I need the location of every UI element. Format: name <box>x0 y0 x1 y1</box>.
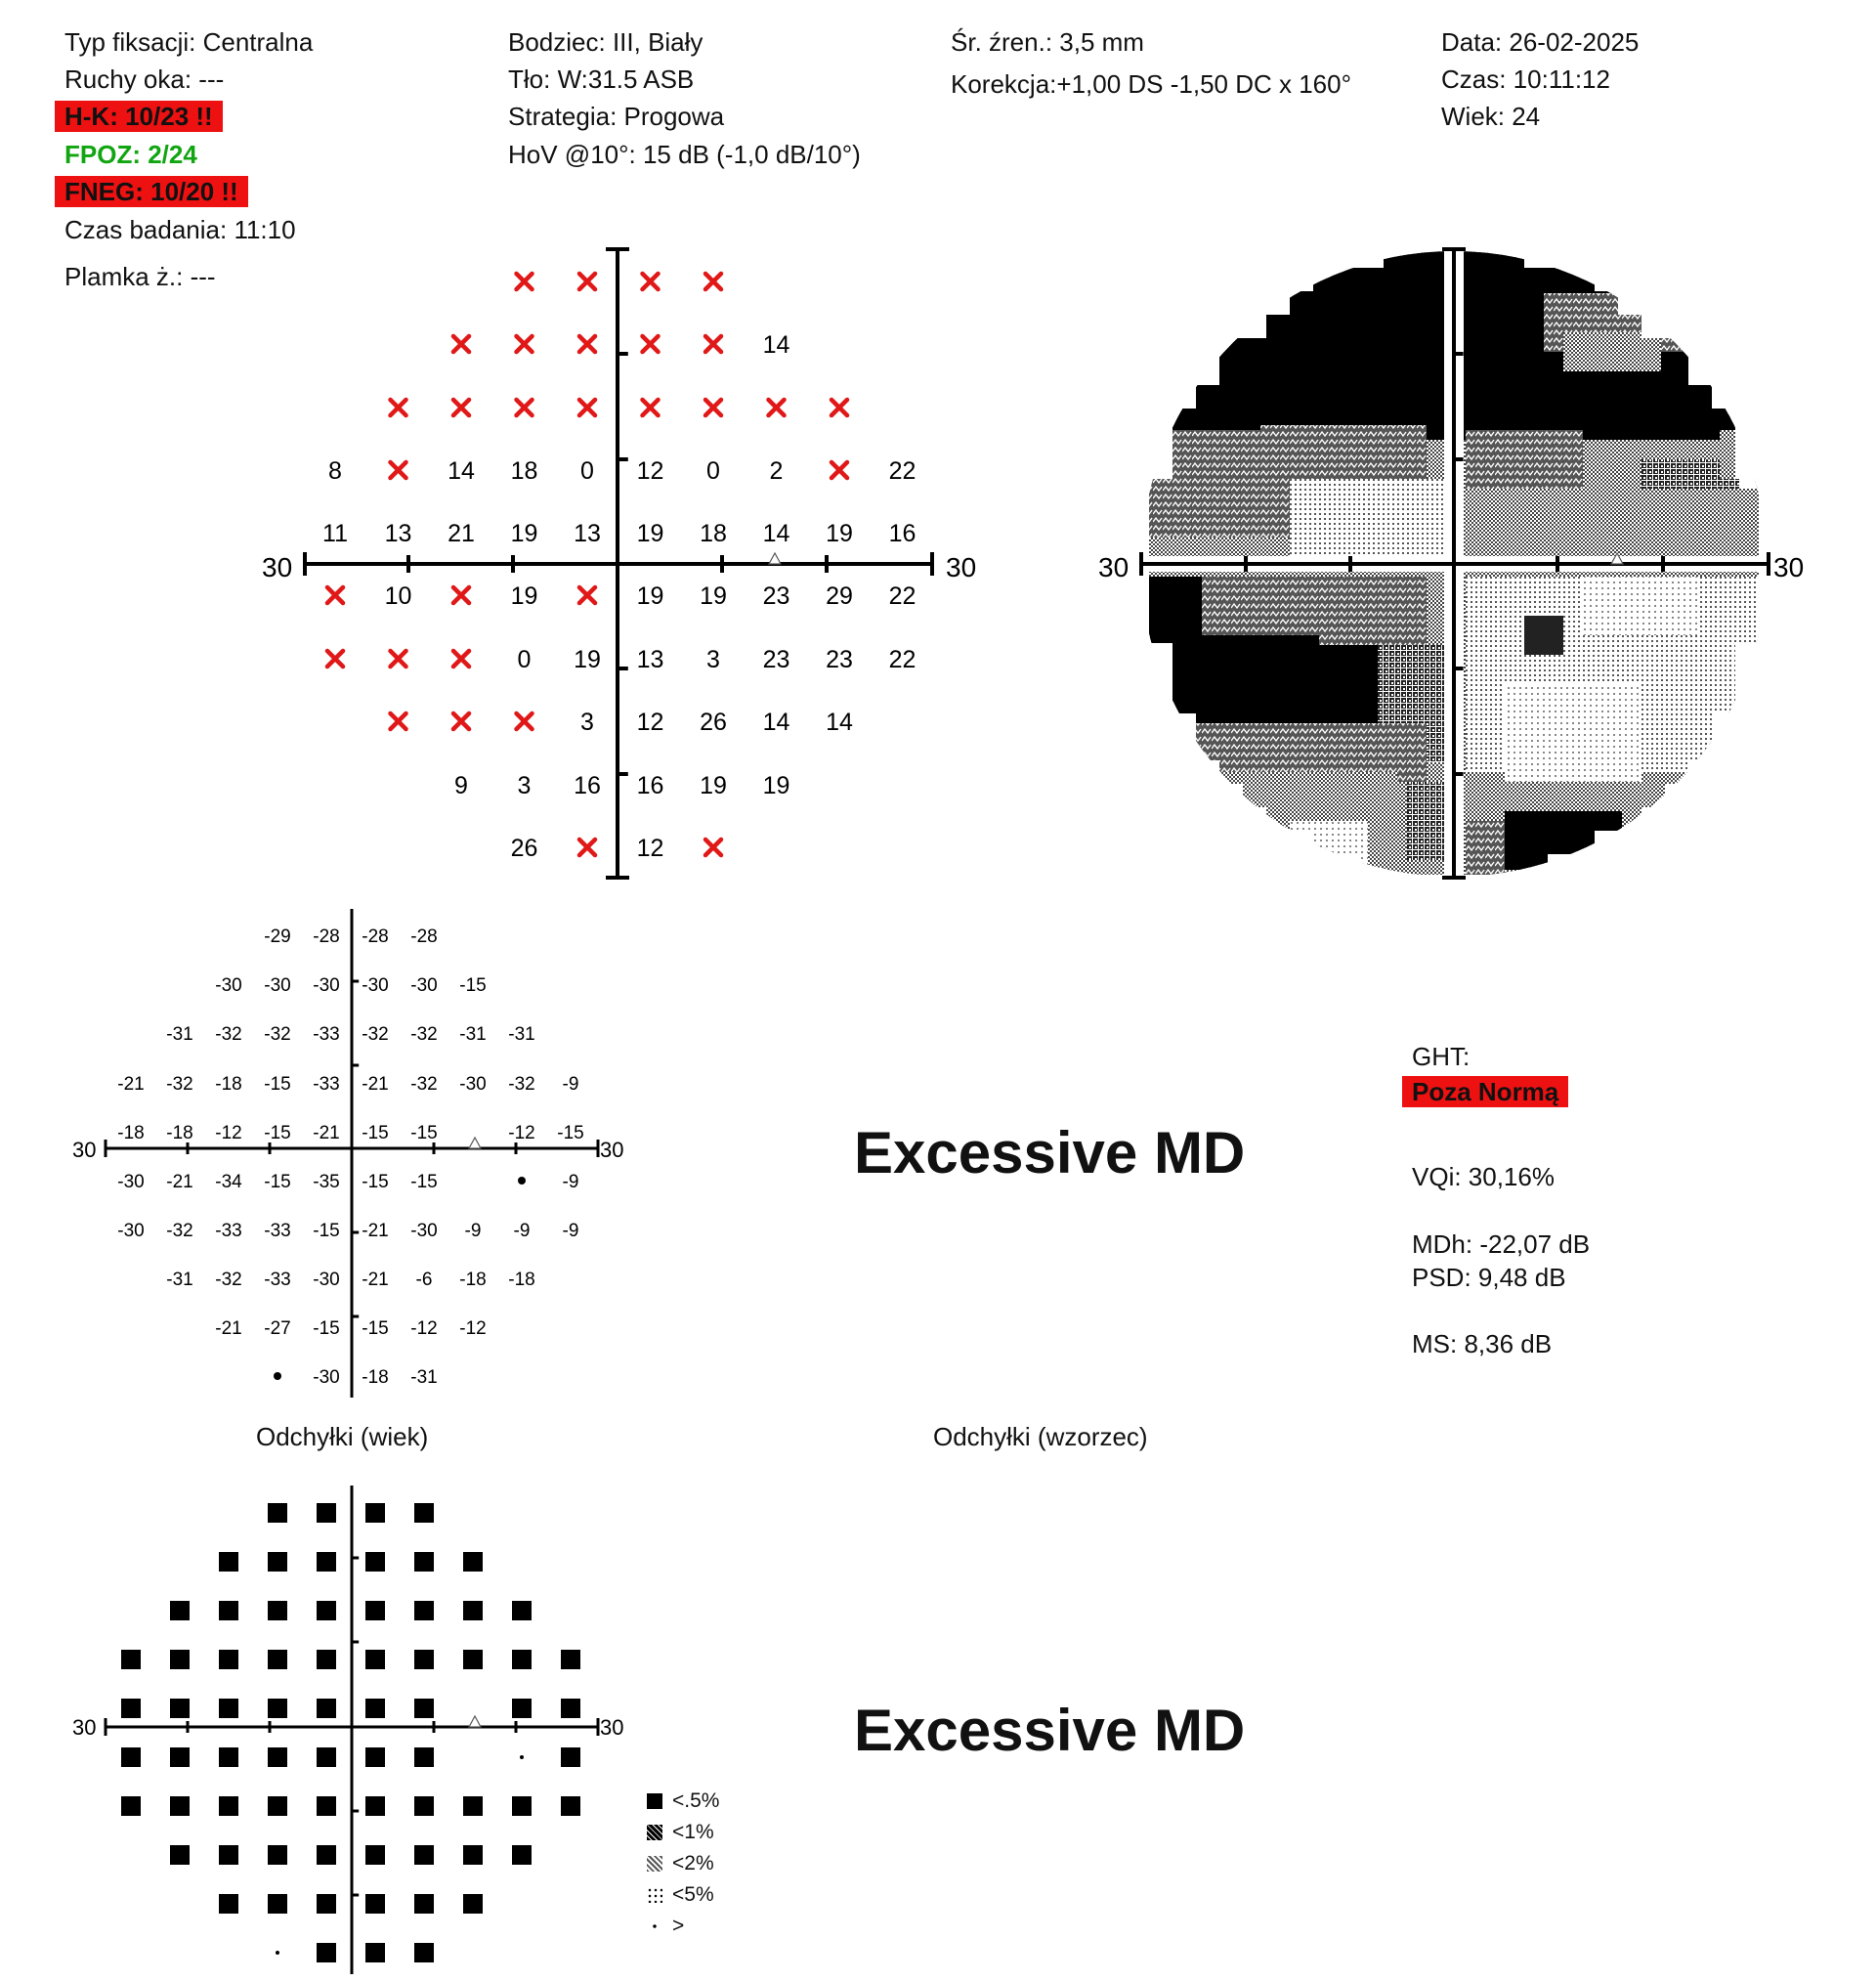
threshold-axis-label-right: 30 <box>946 552 977 582</box>
deviation-value: -21 <box>362 1074 389 1095</box>
deviation-value: -30 <box>117 1172 145 1192</box>
threshold-value: 13 <box>384 520 412 547</box>
probability-symbol-p05 <box>268 1650 287 1669</box>
probability-symbol-p05 <box>121 1650 141 1669</box>
deviation-value: -9 <box>562 1172 579 1192</box>
deviation-axis-label-left: 30 <box>72 1138 97 1162</box>
deviation-value: -32 <box>215 1270 242 1290</box>
deviation-value: -18 <box>166 1123 193 1143</box>
hov: HoV @10°: 15 dB (-1,0 dB/10°) <box>508 140 861 169</box>
probability-symbol-p05 <box>268 1845 287 1865</box>
blind-spot-marker <box>469 1716 481 1727</box>
deviation-value: -32 <box>362 1024 389 1045</box>
probability-symbol-p05 <box>268 1747 287 1767</box>
threshold-value: 19 <box>636 582 664 610</box>
threshold-value: 14 <box>826 709 853 736</box>
deviation-value: -31 <box>166 1024 193 1045</box>
ght-result-badge: Poza Normą <box>1402 1076 1568 1107</box>
deviation-value: -21 <box>215 1318 242 1339</box>
probability-symbol-p05 <box>414 1601 434 1620</box>
threshold-value: 0 <box>517 646 532 673</box>
threshold-value: 21 <box>448 520 475 547</box>
probability-symbol-p05 <box>268 1503 287 1523</box>
probability-symbol-p05 <box>414 1943 434 1962</box>
deviation-value: -30 <box>264 975 291 996</box>
legend-swatch <box>647 1825 662 1840</box>
probability-symbol-p05 <box>512 1601 532 1620</box>
deviation-value: -28 <box>313 926 340 947</box>
deviation-value: -32 <box>166 1074 193 1095</box>
exam-clock-time: Czas: 10:11:12 <box>1441 65 1610 94</box>
probability-symbol-p05 <box>561 1699 580 1718</box>
probability-symbol-p05 <box>414 1503 434 1523</box>
threshold-value: 26 <box>700 709 727 736</box>
probability-symbol-p05 <box>561 1650 580 1669</box>
probability-symbol-p05 <box>365 1552 385 1572</box>
threshold-value: 9 <box>454 772 468 799</box>
deviation-value: -31 <box>410 1367 438 1388</box>
deviation-value: -9 <box>513 1221 531 1241</box>
probability-symbol-p05 <box>219 1747 238 1767</box>
probability-symbol-p05 <box>317 1503 336 1523</box>
deviation-value: -18 <box>459 1270 487 1290</box>
threshold-value: 18 <box>700 520 727 547</box>
threshold-value: 19 <box>574 646 601 673</box>
ms-index: MS: 8,36 dB <box>1412 1329 1553 1358</box>
probability-symbol-p05 <box>170 1601 190 1620</box>
probability-symbol-p05 <box>219 1894 238 1914</box>
threshold-value: 23 <box>762 582 790 610</box>
probability-symbol-p05 <box>414 1699 434 1718</box>
probability-symbol-p05 <box>463 1601 483 1620</box>
deviation-value: -21 <box>166 1172 193 1192</box>
legend-swatch <box>647 1793 662 1809</box>
threshold-value: 22 <box>888 457 917 485</box>
probability-symbol-p05 <box>170 1796 190 1816</box>
legend-label: <5% <box>672 1883 714 1906</box>
ght-label: GHT: <box>1412 1042 1471 1071</box>
threshold-value: 23 <box>762 646 790 673</box>
threshold-value: 10 <box>384 582 412 610</box>
probability-symbol-p05 <box>170 1699 190 1718</box>
probability-symbol-p05 <box>121 1699 141 1718</box>
deviation-value: -12 <box>410 1318 438 1339</box>
deviation-value: -15 <box>362 1172 389 1192</box>
threshold-value: 12 <box>636 457 664 485</box>
probability-symbol-p05 <box>365 1650 385 1669</box>
hk-badge: H-K: 10/23 !! <box>55 101 223 132</box>
blind-spot: Plamka ż.: --- <box>64 262 216 291</box>
deviation-value: -15 <box>557 1123 584 1143</box>
threshold-value: 2 <box>769 457 784 485</box>
deviation-value: -18 <box>508 1270 535 1290</box>
deviation-value: -30 <box>313 1270 340 1290</box>
probability-symbol-p05 <box>317 1601 336 1620</box>
deviation-value: -27 <box>264 1318 291 1339</box>
deviation-value: -29 <box>264 926 291 947</box>
deviation-value: -15 <box>264 1074 291 1095</box>
threshold-value: 26 <box>510 835 538 862</box>
threshold-value: 12 <box>636 709 664 736</box>
deviation-value: -21 <box>313 1123 340 1143</box>
fixation-type: Typ fiksacji: Centralna <box>64 27 314 57</box>
probability-symbol-p05 <box>219 1845 238 1865</box>
probability-symbol-p05 <box>317 1943 336 1962</box>
threshold-value: 19 <box>510 520 538 547</box>
threshold-value: 12 <box>636 835 664 862</box>
threshold-value: 14 <box>448 457 475 485</box>
threshold-value: 29 <box>826 582 853 610</box>
deviation-value: -32 <box>215 1024 242 1045</box>
deviation-value: -30 <box>313 975 340 996</box>
threshold-value: 11 <box>322 520 348 547</box>
psd-index: PSD: 9,48 dB <box>1412 1263 1566 1292</box>
greyscale-axis-label-left: 30 <box>1098 552 1130 582</box>
probability-symbol-p05 <box>219 1650 238 1669</box>
probability-symbol-p05 <box>268 1699 287 1718</box>
threshold-value: 19 <box>636 520 664 547</box>
legend-item <box>647 1790 719 1811</box>
stimulus: Bodziec: III, Biały <box>508 27 704 57</box>
pupil-diameter: Śr. źren.: 3,5 mm <box>951 27 1144 57</box>
probability-symbol-p05 <box>463 1894 483 1914</box>
deviation-value: -18 <box>362 1367 389 1388</box>
probability-symbol-p05 <box>365 1601 385 1620</box>
deviation-value: -33 <box>313 1074 340 1095</box>
threshold-value: 19 <box>826 520 853 547</box>
probability-symbol-p05 <box>268 1601 287 1620</box>
deviation-axis-label-right: 30 <box>600 1138 624 1162</box>
deviation-value: -9 <box>562 1221 579 1241</box>
probability-axis-label-left: 30 <box>72 1715 97 1740</box>
threshold-axis-label-left: 30 <box>262 552 293 582</box>
deviation-value: -31 <box>459 1024 487 1045</box>
threshold-value: 3 <box>580 709 594 736</box>
threshold-value: 3 <box>706 646 720 673</box>
probability-symbol-p05 <box>268 1894 287 1914</box>
probability-symbol-p05 <box>170 1747 190 1767</box>
probability-symbol-p05 <box>170 1845 190 1865</box>
probability-symbol-p05 <box>365 1845 385 1865</box>
probability-symbol-p05 <box>268 1552 287 1572</box>
probability-symbol-p05 <box>365 1699 385 1718</box>
fneg-badge: FNEG: 10/20 !! <box>55 176 248 207</box>
threshold-value: 0 <box>706 457 720 485</box>
deviation-value: -31 <box>508 1024 535 1045</box>
background-luminance: Tło: W:31.5 ASB <box>508 65 695 94</box>
probability-symbol-p05 <box>463 1796 483 1816</box>
exam-time: Czas badania: 11:10 <box>64 215 296 244</box>
threshold-value: 14 <box>762 520 790 547</box>
probability-symbol-p05 <box>317 1552 336 1572</box>
threshold-value: 19 <box>510 582 538 610</box>
strategy: Strategia: Progowa <box>508 102 725 131</box>
probability-symbol-p05 <box>317 1796 336 1816</box>
probability-symbol-p05 <box>268 1796 287 1816</box>
deviation-value: -35 <box>313 1172 340 1192</box>
probability-symbol-p05 <box>512 1650 532 1669</box>
probability-symbol-p05 <box>414 1796 434 1816</box>
probability-symbol-p05 <box>414 1894 434 1914</box>
threshold-value: 22 <box>888 646 917 673</box>
legend-item <box>647 1822 714 1842</box>
probability-symbol-p05 <box>414 1650 434 1669</box>
correction: Korekcja:+1,00 DS -1,50 DC x 160° <box>951 69 1351 99</box>
probability-symbol-p05 <box>219 1699 238 1718</box>
threshold-value: 23 <box>826 646 853 673</box>
probability-symbol-p05 <box>463 1552 483 1572</box>
probability-symbol-normal <box>520 1755 524 1759</box>
probability-symbol-p05 <box>561 1747 580 1767</box>
deviation-value: -32 <box>410 1024 438 1045</box>
eye-movements: Ruchy oka: --- <box>64 65 225 94</box>
patient-age: Wiek: 24 <box>1441 102 1541 131</box>
probability-symbol-p05 <box>365 1894 385 1914</box>
legend-swatch <box>647 1918 662 1934</box>
legend-item <box>647 1916 684 1936</box>
probability-symbol-p05 <box>219 1552 238 1572</box>
deviation-value: -33 <box>313 1024 340 1045</box>
deviation-value: -15 <box>459 975 487 996</box>
legend-swatch <box>647 1887 662 1903</box>
legend-swatch <box>647 1856 662 1872</box>
deviation-value: -15 <box>313 1318 340 1339</box>
fpoz-value: FPOZ: 2/24 <box>64 140 197 169</box>
deviation-value: -15 <box>313 1221 340 1241</box>
legend-label: > <box>672 1915 685 1937</box>
threshold-value: 0 <box>580 457 594 485</box>
probability-symbol-p05 <box>365 1503 385 1523</box>
probability-axis-label-right: 30 <box>600 1715 624 1740</box>
deviation-value: -15 <box>264 1123 291 1143</box>
deviation-value: -30 <box>410 1221 438 1241</box>
threshold-value: 16 <box>574 772 601 799</box>
probability-symbol-p05 <box>512 1796 532 1816</box>
probability-symbol-p05 <box>170 1650 190 1669</box>
probability-symbol-p05 <box>365 1747 385 1767</box>
legend-item <box>647 1884 714 1905</box>
deviation-value: -34 <box>215 1172 242 1192</box>
threshold-value: 16 <box>636 772 664 799</box>
deviation-value: -18 <box>117 1123 145 1143</box>
deviation-value: -12 <box>508 1123 535 1143</box>
threshold-value: 19 <box>762 772 790 799</box>
greyscale-axis-label-right: 30 <box>1773 552 1805 582</box>
probability-symbol-p05 <box>219 1796 238 1816</box>
threshold-value: 14 <box>762 331 790 359</box>
probability-symbol-p05 <box>414 1747 434 1767</box>
legend-label: <.5% <box>672 1789 720 1812</box>
excessive-md-message-bottom: Excessive MD <box>854 1698 1246 1763</box>
deviation-value: -30 <box>362 975 389 996</box>
threshold-value: 16 <box>888 520 917 547</box>
deviation-value: -31 <box>166 1270 193 1290</box>
age-deviation-title: Odchyłki (wiek) <box>256 1422 429 1451</box>
threshold-value: 8 <box>328 457 342 485</box>
deviation-value: -30 <box>215 975 242 996</box>
deviation-value: -15 <box>410 1123 438 1143</box>
deviation-value: -33 <box>215 1221 242 1241</box>
excessive-md-message-top: Excessive MD <box>854 1120 1246 1185</box>
probability-symbol-p05 <box>317 1650 336 1669</box>
deviation-value: -18 <box>215 1074 242 1095</box>
deviation-value: -15 <box>362 1318 389 1339</box>
threshold-value: 13 <box>636 646 664 673</box>
deviation-value: -30 <box>117 1221 145 1241</box>
threshold-value: 14 <box>762 709 790 736</box>
deviation-value: -12 <box>215 1123 242 1143</box>
deviation-value: -33 <box>264 1221 291 1241</box>
vqi-index: VQi: 30,16% <box>1412 1162 1555 1191</box>
threshold-value: 19 <box>700 582 727 610</box>
probability-symbol-p05 <box>365 1796 385 1816</box>
probability-symbol-p05 <box>121 1796 141 1816</box>
deviation-value: -15 <box>264 1172 291 1192</box>
legend-label: <2% <box>672 1852 714 1874</box>
probability-symbol-p05 <box>512 1845 532 1865</box>
deviation-value: -15 <box>362 1123 389 1143</box>
threshold-value: 19 <box>700 772 727 799</box>
probability-symbol-p05 <box>463 1845 483 1865</box>
deviation-value: -30 <box>459 1074 487 1095</box>
probability-symbol-p05 <box>317 1699 336 1718</box>
deviation-value: -32 <box>508 1074 535 1095</box>
threshold-value: 18 <box>510 457 538 485</box>
threshold-value: 13 <box>574 520 601 547</box>
deviation-value: -21 <box>362 1221 389 1241</box>
probability-symbol-p05 <box>463 1650 483 1669</box>
deviation-value: -6 <box>415 1270 433 1290</box>
probability-symbol-normal <box>276 1951 279 1955</box>
deviation-value: -33 <box>264 1270 291 1290</box>
probability-symbol-p05 <box>317 1845 336 1865</box>
probability-symbol-p05 <box>317 1747 336 1767</box>
deviation-value: -28 <box>410 926 438 947</box>
probability-symbol-p05 <box>561 1796 580 1816</box>
deviation-value: -9 <box>464 1221 482 1241</box>
deviation-value: -32 <box>410 1074 438 1095</box>
threshold-value: 3 <box>517 772 532 799</box>
probability-symbol-p05 <box>121 1747 141 1767</box>
mdh-index: MDh: -22,07 dB <box>1412 1229 1591 1259</box>
threshold-value: 22 <box>888 582 917 610</box>
probability-symbol-p05 <box>414 1845 434 1865</box>
pattern-deviation-title: Odchyłki (wzorzec) <box>933 1422 1148 1451</box>
probability-symbol-p05 <box>317 1894 336 1914</box>
deviation-value: -9 <box>562 1074 579 1095</box>
deviation-value: -21 <box>362 1270 389 1290</box>
deviation-value: -28 <box>362 926 389 947</box>
deviation-value: -30 <box>410 975 438 996</box>
deviation-value: -21 <box>117 1074 145 1095</box>
deviation-value: -15 <box>410 1172 438 1192</box>
probability-symbol-p05 <box>365 1943 385 1962</box>
deviation-value: -12 <box>459 1318 487 1339</box>
deviation-value: -32 <box>166 1221 193 1241</box>
probability-symbol-p05 <box>414 1552 434 1572</box>
deviation-value: -30 <box>313 1367 340 1388</box>
legend-item <box>647 1853 714 1874</box>
deviation-value: -32 <box>264 1024 291 1045</box>
exam-date: Data: 26-02-2025 <box>1441 27 1640 57</box>
legend-label: <1% <box>672 1821 714 1843</box>
probability-axes <box>106 1486 598 1974</box>
probability-symbol-p05 <box>512 1699 532 1718</box>
probability-symbol-p05 <box>219 1601 238 1620</box>
